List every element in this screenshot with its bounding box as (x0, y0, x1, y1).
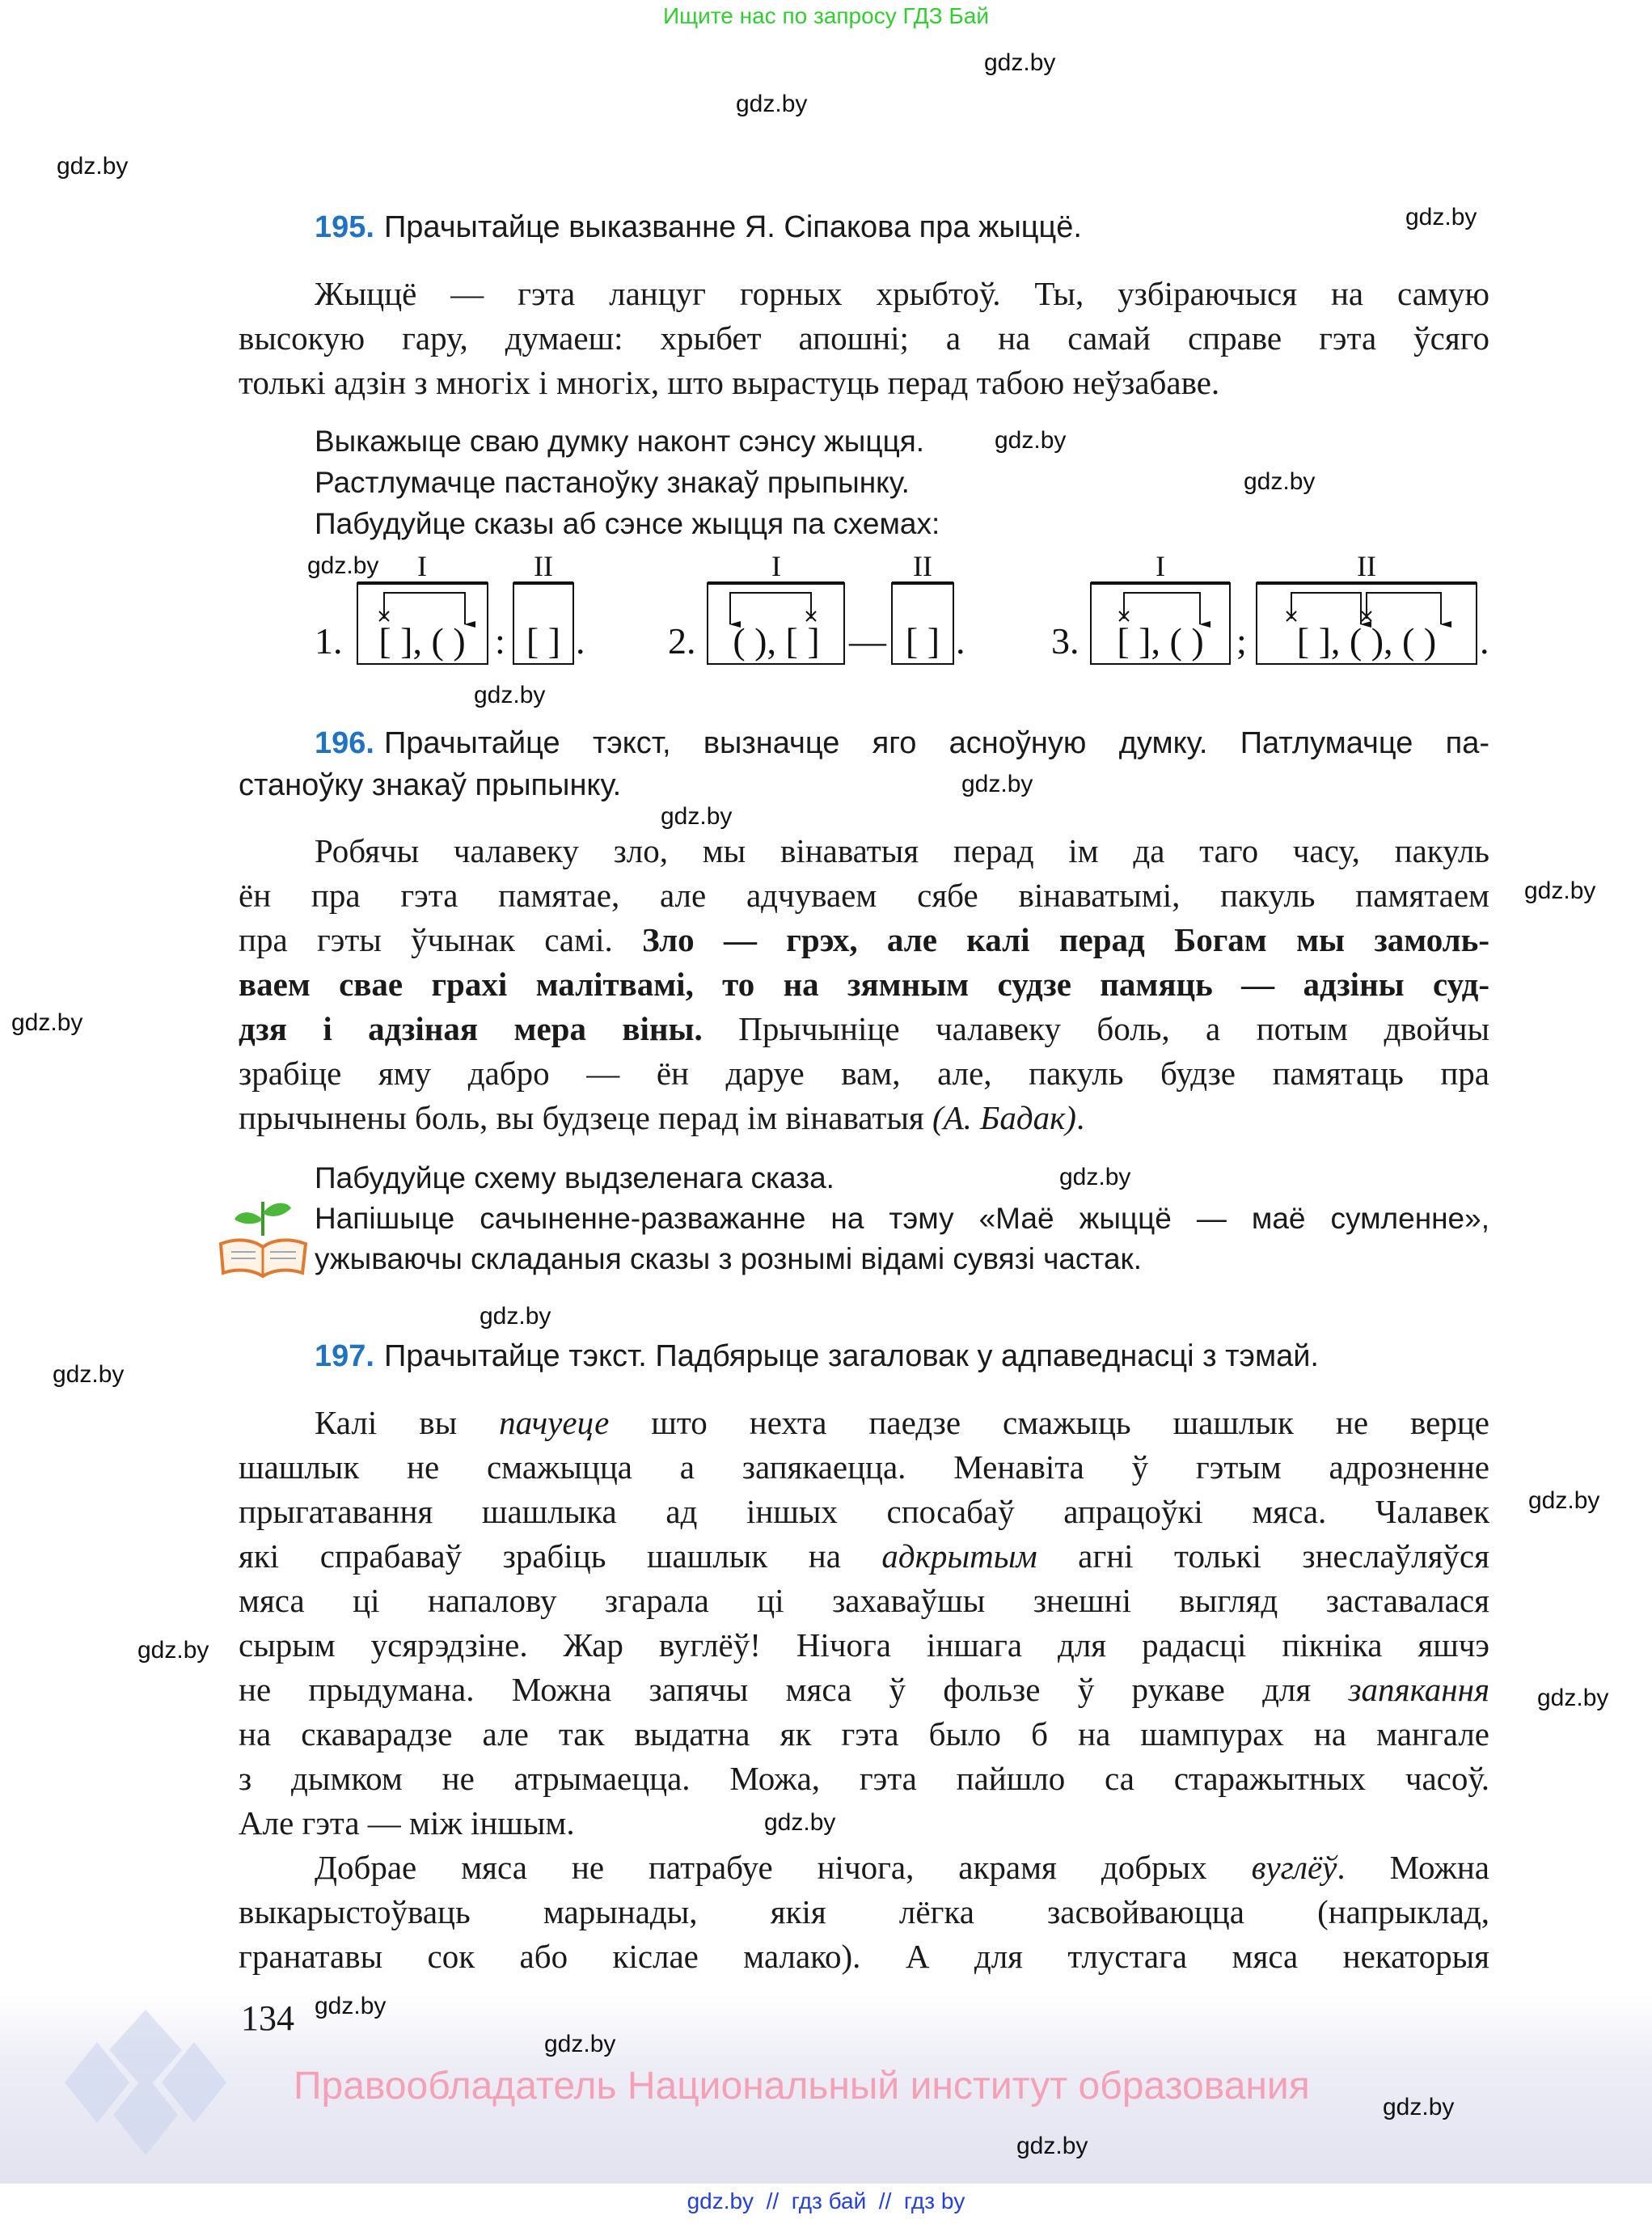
watermark: gdz.by (995, 427, 1067, 454)
exercise-196-heading (315, 726, 1489, 761)
text-line (239, 1623, 1489, 1668)
text-segment: прыгатавання шашлыка ад іншых спосабаў апрацоўкі мяса. Чалавек (239, 1493, 1489, 1530)
scheme-separator: : (495, 620, 505, 662)
text-line (239, 272, 1489, 316)
scheme-part-label: II (1357, 550, 1376, 582)
text-line (239, 1096, 1084, 1140)
text-line (239, 1445, 1489, 1490)
exercise-195-task-2: Растлумачце пастаноўку знакаў прыпынку. (315, 466, 910, 499)
scheme-part-one: [ ], ( ) (1117, 620, 1204, 662)
exercise-196-title-continued: станоўку знакаў прыпынку. (239, 768, 622, 802)
watermark: gdz.by (1016, 2133, 1088, 2159)
watermark: gdz.by (1528, 1487, 1600, 1514)
watermark: gdz.by (474, 682, 546, 708)
watermark: gdz.by (480, 1303, 551, 1330)
text-line (239, 1934, 1489, 1979)
text-line (239, 1890, 1489, 1934)
watermark: gdz.by (1059, 1164, 1131, 1190)
text-line (239, 1051, 1489, 1096)
scheme-part-two: [ ] (526, 620, 561, 662)
watermark: gdz.by (1383, 2094, 1455, 2120)
text-segment: . Можна (1337, 1849, 1489, 1886)
text-line (239, 1757, 1489, 1801)
exercise-196-text (239, 829, 1489, 1140)
text-segment: гранатавы сок або кіслае малако). А для тлустага мяса некаторыя (239, 1938, 1489, 1975)
scheme-part-two: [ ] (905, 620, 940, 662)
scheme-number: 3. (1051, 620, 1080, 662)
text-segment: выкарыстоўваць марынады, якія лёгка засвойваюцца (напрыклад, (239, 1893, 1489, 1930)
bold-text-segment: дзя і адзіная мера віны. (239, 1010, 703, 1047)
text-segment: што нехта паедзе смажыць шашлык не верце (609, 1404, 1489, 1441)
text-segment: . (1075, 1099, 1085, 1136)
watermark: gdz.by (1537, 1685, 1609, 1711)
text-line (239, 1801, 575, 1846)
text-line (239, 1007, 1489, 1051)
scheme-part-two: [ ], ( ), ( ) (1296, 620, 1437, 662)
top-search-hint-link[interactable]: Ищите нас по запросу ГДЗ Бай (662, 3, 990, 28)
watermark: gdz.by (736, 91, 808, 117)
scheme-end: . (576, 620, 585, 662)
text-segment: толькі адзін з многіх і многіх, што вырастуць перад табою неўзабаве. (239, 364, 1220, 401)
scheme-part-label: I (771, 550, 781, 582)
watermark: gdz.by (1405, 204, 1477, 230)
text-segment: пра гэты ўчынак самі. (239, 921, 643, 958)
text-segment: шашлык не смажыцца а запякаецца. Менавіта ў гэтым адрозненне (239, 1448, 1489, 1486)
watermark: gdz.by (57, 153, 129, 180)
text-segment: Добрае мяса не патрабуе нічога, акрамя добрых (315, 1849, 1252, 1886)
text-segment: ён пра гэта памятае, але адчуваем сябе вінаватымі, пакуль памятаем (239, 877, 1489, 914)
exercise-196-task-3: ужываючы складаныя сказы з рознымі відамі сувязі частак. (315, 1242, 1143, 1275)
text-segment: не прыдумана. Можна запячы мяса ў фользе ў рукаве для (239, 1671, 1349, 1708)
text-segment: Але гэта — між іншым. (239, 1804, 575, 1841)
text-segment: высокую гару, думаеш: хрыбет апошні; а на самай справе гэта ўсяго (239, 319, 1489, 357)
scheme-end: . (1480, 620, 1489, 662)
text-line (239, 829, 1489, 873)
exercise-196-task-1: Пабудуйце схему выдзеленага сказа. (315, 1161, 834, 1194)
exercise-195-text (239, 272, 1489, 405)
exercise-195-task-3: Пабудуйце сказы аб сэнсе жыцця па схемах: (315, 507, 940, 540)
exercise-number: 195. (315, 210, 374, 244)
text-line (239, 918, 1489, 962)
exercise-title: Прачытайце тэкст, вызначце яго асноўную думку. Патлумачце па- (383, 726, 1489, 760)
scheme-end: . (956, 620, 965, 662)
scheme-separator: ; (1236, 620, 1247, 662)
bold-text-segment: Зло — грэх, але калі перад Богам мы замоль- (642, 921, 1489, 958)
watermark: gdz.by (137, 1637, 209, 1664)
italic-text-segment: (А. Бадак) (932, 1099, 1076, 1136)
text-line (239, 1712, 1489, 1757)
text-segment: Робячы чалавеку зло, мы вінаватыя перад ім да таго часу, пакуль (315, 832, 1489, 869)
scheme-part-label: I (417, 550, 427, 582)
scheme-part-label: II (913, 550, 932, 582)
watermark: gdz.by (544, 2031, 616, 2057)
text-segment: агні толькі знеслаўляўся (1037, 1537, 1489, 1575)
text-line (239, 1401, 1489, 1445)
italic-text-segment: пачуеце (499, 1404, 610, 1441)
scheme-part-one: ( ), [ ] (733, 620, 820, 662)
bottom-site-links[interactable]: gdz.by // гдз бай // гдз by (687, 2188, 965, 2213)
sentence-schemes (0, 550, 1652, 679)
watermark: gdz.by (1524, 877, 1596, 904)
watermark: gdz.by (961, 771, 1033, 797)
text-segment: з дымком не атрымаецца. Можа, гэта пайшло са старажытных часоў. (239, 1760, 1489, 1797)
watermark: gdz.by (764, 1809, 836, 1836)
watermark: gdz.by (661, 803, 733, 830)
italic-text-segment: вуглёў (1251, 1849, 1337, 1886)
writing-task-book-icon (217, 1195, 310, 1279)
text-line (239, 1490, 1489, 1534)
exercise-197-text (239, 1401, 1489, 1979)
text-segment: сырым усярэдзіне. Жар вуглёў! Нічога іншага для радасці пікніка яшчэ (239, 1626, 1489, 1664)
exercise-title: Прачытайце тэкст. Падбярыце загаловак у адпаведнасці з тэмай. (383, 1339, 1319, 1373)
scheme-part-label: I (1156, 550, 1165, 582)
exercise-title: Прачытайце выказванне Я. Сіпакова пра жыццё. (383, 210, 1082, 244)
watermark: gdz.by (307, 552, 379, 579)
watermark: gdz.by (1244, 468, 1316, 495)
exercise-197-heading (315, 1339, 1319, 1374)
watermark: gdz.by (11, 1009, 83, 1036)
text-line (239, 1668, 1489, 1712)
text-segment: Жыццё — гэта ланцуг горных хрыбтоў. Ты, узбіраючыся на самую (315, 275, 1489, 312)
text-segment: мяса ці напалову згарала ці захаваўшы знешні выгляд заставалася (239, 1582, 1489, 1619)
italic-text-segment: адкрытым (881, 1537, 1037, 1575)
watermark: gdz.by (53, 1361, 125, 1388)
italic-text-segment: запякання (1348, 1671, 1489, 1708)
text-line (239, 962, 1489, 1007)
exercise-number: 196. (315, 726, 374, 760)
text-line (239, 316, 1489, 361)
bold-text-segment: ваем свае грахі малітвамі, то на зямным судзе памяць — адзіны суд- (239, 966, 1489, 1003)
scheme-number: 2. (668, 620, 696, 662)
scheme-number: 1. (315, 620, 343, 662)
exercise-195-task-1: Выкажыце сваю думку наконт сэнсу жыцця. (315, 425, 925, 458)
scheme-part-label: II (534, 550, 553, 582)
watermark: gdz.by (984, 49, 1056, 76)
text-segment: зрабіце яму дабро — ён даруе вам, але, пакуль будзе памятаць пра (239, 1055, 1489, 1092)
text-segment: які спрабаваў зрабіць шашлык на (239, 1537, 882, 1575)
text-line (239, 873, 1489, 918)
text-line (239, 1534, 1489, 1579)
scheme-separator: — (849, 620, 886, 662)
rights-holder-notice: Правообладатель Национальный институт образования (294, 2065, 1310, 2108)
text-segment: Прычыніце чалавеку боль, а потым двойчы (702, 1010, 1489, 1047)
text-line (239, 361, 1219, 405)
exercise-number: 197. (315, 1339, 374, 1373)
scheme-part-one: [ ], ( ) (378, 620, 466, 662)
text-segment: Калі вы (315, 1404, 500, 1441)
text-line (239, 1846, 1489, 1890)
text-segment: прычынены боль, вы будзеце перад ім вінаватыя (239, 1099, 932, 1136)
text-line (239, 1579, 1489, 1623)
exercise-196-task-2: Напішыце сачыненне-разважанне на тэму «Маё жыццё — маё сумленне», (315, 1202, 1489, 1235)
page-number: 134 (241, 1998, 294, 2038)
watermark: gdz.by (315, 1993, 387, 2019)
text-segment: на скаварадзе але так выдатна як гэта было б на шампурах на мангале (239, 1715, 1489, 1753)
exercise-195-heading (315, 210, 1082, 245)
